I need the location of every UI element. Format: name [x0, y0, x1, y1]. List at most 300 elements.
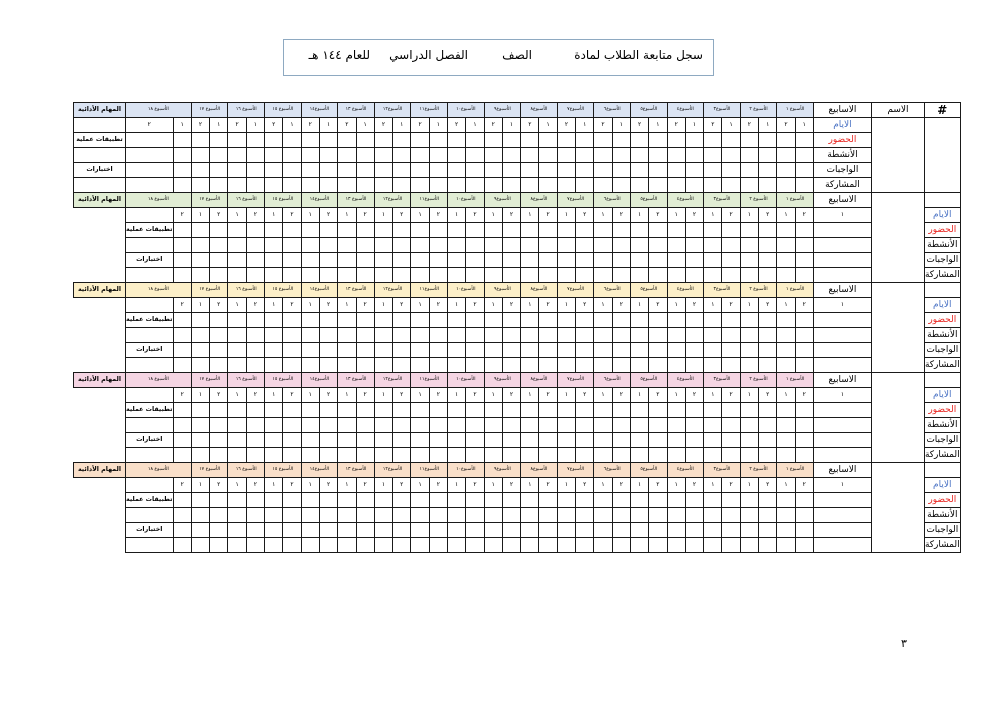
- mark-cell[interactable]: [557, 403, 575, 418]
- mark-cell[interactable]: [521, 178, 539, 193]
- mark-cell[interactable]: [393, 418, 411, 433]
- mark-cell[interactable]: [228, 358, 246, 373]
- mark-cell[interactable]: [210, 328, 228, 343]
- mark-cell[interactable]: [649, 148, 667, 163]
- mark-cell[interactable]: [813, 508, 871, 523]
- mark-cell[interactable]: [740, 493, 758, 508]
- mark-cell[interactable]: [210, 403, 228, 418]
- mark-cell[interactable]: [210, 418, 228, 433]
- mark-cell[interactable]: [448, 178, 466, 193]
- extra-cell[interactable]: [126, 238, 174, 253]
- mark-cell[interactable]: [704, 343, 722, 358]
- mark-cell[interactable]: [594, 223, 612, 238]
- mark-cell[interactable]: [612, 178, 630, 193]
- mark-cell[interactable]: [356, 523, 374, 538]
- mark-cell[interactable]: [777, 133, 795, 148]
- mark-cell[interactable]: [338, 418, 356, 433]
- mark-cell[interactable]: [795, 343, 813, 358]
- mark-cell[interactable]: [283, 418, 301, 433]
- mark-cell[interactable]: [740, 538, 758, 553]
- mark-cell[interactable]: [448, 508, 466, 523]
- mark-cell[interactable]: [813, 328, 871, 343]
- mark-cell[interactable]: [191, 178, 209, 193]
- mark-cell[interactable]: [557, 223, 575, 238]
- mark-cell[interactable]: [759, 358, 777, 373]
- mark-cell[interactable]: [722, 223, 740, 238]
- mark-cell[interactable]: [246, 148, 264, 163]
- mark-cell[interactable]: [246, 253, 264, 268]
- mark-cell[interactable]: [429, 133, 447, 148]
- mark-cell[interactable]: [777, 523, 795, 538]
- mark-cell[interactable]: [411, 328, 429, 343]
- mark-cell[interactable]: [576, 178, 594, 193]
- mark-cell[interactable]: [173, 523, 191, 538]
- mark-cell[interactable]: [777, 223, 795, 238]
- mark-cell[interactable]: [265, 343, 283, 358]
- mark-cell[interactable]: [429, 403, 447, 418]
- mark-cell[interactable]: [630, 343, 648, 358]
- mark-cell[interactable]: [228, 148, 246, 163]
- mark-cell[interactable]: [685, 448, 703, 463]
- mark-cell[interactable]: [759, 163, 777, 178]
- mark-cell[interactable]: [301, 343, 319, 358]
- mark-cell[interactable]: [594, 418, 612, 433]
- mark-cell[interactable]: [356, 253, 374, 268]
- mark-cell[interactable]: [704, 253, 722, 268]
- mark-cell[interactable]: [319, 178, 337, 193]
- mark-cell[interactable]: [466, 493, 484, 508]
- mark-cell[interactable]: [795, 433, 813, 448]
- mark-cell[interactable]: [594, 238, 612, 253]
- mark-cell[interactable]: [539, 418, 557, 433]
- mark-cell[interactable]: [265, 493, 283, 508]
- mark-cell[interactable]: [685, 148, 703, 163]
- mark-cell[interactable]: [777, 493, 795, 508]
- mark-cell[interactable]: [722, 253, 740, 268]
- mark-cell[interactable]: [502, 538, 520, 553]
- mark-cell[interactable]: [191, 148, 209, 163]
- mark-cell[interactable]: [338, 328, 356, 343]
- mark-cell[interactable]: [576, 343, 594, 358]
- mark-cell[interactable]: [301, 538, 319, 553]
- mark-cell[interactable]: [301, 358, 319, 373]
- student-name-cell[interactable]: [871, 118, 924, 193]
- mark-cell[interactable]: [759, 133, 777, 148]
- mark-cell[interactable]: [722, 328, 740, 343]
- mark-cell[interactable]: [246, 163, 264, 178]
- mark-cell[interactable]: [594, 448, 612, 463]
- mark-cell[interactable]: [557, 133, 575, 148]
- mark-cell[interactable]: [667, 163, 685, 178]
- mark-cell[interactable]: [210, 148, 228, 163]
- mark-cell[interactable]: [521, 238, 539, 253]
- mark-cell[interactable]: [393, 358, 411, 373]
- extra-cell[interactable]: [126, 298, 174, 313]
- mark-cell[interactable]: [484, 538, 502, 553]
- mark-cell[interactable]: [228, 538, 246, 553]
- mark-cell[interactable]: [649, 223, 667, 238]
- mark-cell[interactable]: [228, 523, 246, 538]
- mark-cell[interactable]: [521, 343, 539, 358]
- mark-cell[interactable]: [283, 523, 301, 538]
- mark-cell[interactable]: [759, 433, 777, 448]
- mark-cell[interactable]: [813, 418, 871, 433]
- mark-cell[interactable]: [777, 238, 795, 253]
- mark-cell[interactable]: [649, 313, 667, 328]
- mark-cell[interactable]: [374, 493, 392, 508]
- mark-cell[interactable]: [667, 178, 685, 193]
- mark-cell[interactable]: [740, 148, 758, 163]
- mark-cell[interactable]: [210, 223, 228, 238]
- mark-cell[interactable]: [484, 358, 502, 373]
- mark-cell[interactable]: [228, 433, 246, 448]
- mark-cell[interactable]: [630, 433, 648, 448]
- mark-cell[interactable]: [502, 448, 520, 463]
- mark-cell[interactable]: [484, 238, 502, 253]
- mark-cell[interactable]: [191, 538, 209, 553]
- mark-cell[interactable]: [319, 523, 337, 538]
- mark-cell[interactable]: [228, 313, 246, 328]
- mark-cell[interactable]: [283, 178, 301, 193]
- mark-cell[interactable]: [429, 223, 447, 238]
- mark-cell[interactable]: [649, 178, 667, 193]
- mark-cell[interactable]: [283, 268, 301, 283]
- mark-cell[interactable]: [795, 253, 813, 268]
- mark-cell[interactable]: [576, 418, 594, 433]
- mark-cell[interactable]: [374, 433, 392, 448]
- mark-cell[interactable]: [521, 493, 539, 508]
- mark-cell[interactable]: [539, 538, 557, 553]
- mark-cell[interactable]: [429, 508, 447, 523]
- mark-cell[interactable]: [704, 418, 722, 433]
- mark-cell[interactable]: [484, 433, 502, 448]
- extra-cell[interactable]: [126, 538, 174, 553]
- mark-cell[interactable]: [576, 133, 594, 148]
- mark-cell[interactable]: [356, 358, 374, 373]
- mark-cell[interactable]: [557, 163, 575, 178]
- mark-cell[interactable]: [356, 448, 374, 463]
- mark-cell[interactable]: [228, 133, 246, 148]
- mark-cell[interactable]: [795, 133, 813, 148]
- mark-cell[interactable]: [411, 133, 429, 148]
- mark-cell[interactable]: [813, 238, 871, 253]
- mark-cell[interactable]: [557, 418, 575, 433]
- mark-cell[interactable]: [356, 508, 374, 523]
- mark-cell[interactable]: [649, 418, 667, 433]
- mark-cell[interactable]: [759, 313, 777, 328]
- mark-cell[interactable]: [228, 493, 246, 508]
- mark-cell[interactable]: [704, 433, 722, 448]
- mark-cell[interactable]: [649, 163, 667, 178]
- mark-cell[interactable]: [246, 418, 264, 433]
- mark-cell[interactable]: [374, 328, 392, 343]
- mark-cell[interactable]: [521, 448, 539, 463]
- mark-cell[interactable]: [795, 178, 813, 193]
- mark-cell[interactable]: [557, 358, 575, 373]
- mark-cell[interactable]: [777, 253, 795, 268]
- mark-cell[interactable]: [612, 313, 630, 328]
- mark-cell[interactable]: [338, 523, 356, 538]
- mark-cell[interactable]: [246, 313, 264, 328]
- mark-cell[interactable]: [502, 493, 520, 508]
- mark-cell[interactable]: [612, 223, 630, 238]
- mark-cell[interactable]: [685, 238, 703, 253]
- mark-cell[interactable]: [319, 148, 337, 163]
- student-name-cell[interactable]: [871, 283, 924, 373]
- mark-cell[interactable]: [191, 238, 209, 253]
- mark-cell[interactable]: [448, 538, 466, 553]
- mark-cell[interactable]: [411, 508, 429, 523]
- mark-cell[interactable]: [356, 238, 374, 253]
- mark-cell[interactable]: [393, 178, 411, 193]
- mark-cell[interactable]: [283, 433, 301, 448]
- mark-cell[interactable]: [704, 148, 722, 163]
- mark-cell[interactable]: [210, 313, 228, 328]
- mark-cell[interactable]: [191, 418, 209, 433]
- mark-cell[interactable]: [210, 508, 228, 523]
- mark-cell[interactable]: [685, 358, 703, 373]
- mark-cell[interactable]: [539, 448, 557, 463]
- mark-cell[interactable]: [393, 223, 411, 238]
- mark-cell[interactable]: [557, 148, 575, 163]
- mark-cell[interactable]: [429, 253, 447, 268]
- mark-cell[interactable]: [630, 358, 648, 373]
- mark-cell[interactable]: [191, 433, 209, 448]
- mark-cell[interactable]: [777, 313, 795, 328]
- mark-cell[interactable]: [356, 313, 374, 328]
- mark-cell[interactable]: [173, 268, 191, 283]
- mark-cell[interactable]: [173, 253, 191, 268]
- mark-cell[interactable]: [191, 133, 209, 148]
- mark-cell[interactable]: [813, 538, 871, 553]
- mark-cell[interactable]: [338, 313, 356, 328]
- mark-cell[interactable]: [484, 163, 502, 178]
- mark-cell[interactable]: [393, 238, 411, 253]
- mark-cell[interactable]: [612, 418, 630, 433]
- mark-cell[interactable]: [374, 343, 392, 358]
- extra-cell[interactable]: [126, 208, 174, 223]
- mark-cell[interactable]: [338, 343, 356, 358]
- mark-cell[interactable]: [612, 148, 630, 163]
- mark-cell[interactable]: [557, 433, 575, 448]
- mark-cell[interactable]: [704, 508, 722, 523]
- mark-cell[interactable]: [649, 448, 667, 463]
- mark-cell[interactable]: [557, 328, 575, 343]
- mark-cell[interactable]: [265, 523, 283, 538]
- mark-cell[interactable]: [813, 268, 871, 283]
- mark-cell[interactable]: [685, 418, 703, 433]
- mark-cell[interactable]: [210, 358, 228, 373]
- mark-cell[interactable]: [630, 148, 648, 163]
- mark-cell[interactable]: [265, 508, 283, 523]
- mark-cell[interactable]: [722, 448, 740, 463]
- mark-cell[interactable]: [795, 358, 813, 373]
- mark-cell[interactable]: [667, 268, 685, 283]
- mark-cell[interactable]: [630, 238, 648, 253]
- mark-cell[interactable]: [594, 148, 612, 163]
- mark-cell[interactable]: [594, 268, 612, 283]
- mark-cell[interactable]: [594, 523, 612, 538]
- mark-cell[interactable]: [173, 238, 191, 253]
- mark-cell[interactable]: [484, 268, 502, 283]
- mark-cell[interactable]: [740, 253, 758, 268]
- mark-cell[interactable]: [319, 508, 337, 523]
- mark-cell[interactable]: [393, 538, 411, 553]
- mark-cell[interactable]: [374, 538, 392, 553]
- mark-cell[interactable]: [210, 433, 228, 448]
- mark-cell[interactable]: [630, 328, 648, 343]
- mark-cell[interactable]: [173, 538, 191, 553]
- mark-cell[interactable]: [576, 508, 594, 523]
- mark-cell[interactable]: [795, 493, 813, 508]
- mark-cell[interactable]: [411, 358, 429, 373]
- mark-cell[interactable]: [173, 508, 191, 523]
- mark-cell[interactable]: [429, 268, 447, 283]
- mark-cell[interactable]: [191, 448, 209, 463]
- mark-cell[interactable]: [319, 448, 337, 463]
- mark-cell[interactable]: [429, 163, 447, 178]
- mark-cell[interactable]: [722, 493, 740, 508]
- mark-cell[interactable]: [759, 178, 777, 193]
- mark-cell[interactable]: [594, 403, 612, 418]
- mark-cell[interactable]: [393, 403, 411, 418]
- mark-cell[interactable]: [126, 133, 174, 148]
- mark-cell[interactable]: [466, 313, 484, 328]
- mark-cell[interactable]: [356, 538, 374, 553]
- mark-cell[interactable]: [265, 313, 283, 328]
- mark-cell[interactable]: [612, 493, 630, 508]
- mark-cell[interactable]: [557, 253, 575, 268]
- mark-cell[interactable]: [630, 508, 648, 523]
- mark-cell[interactable]: [228, 343, 246, 358]
- mark-cell[interactable]: [265, 418, 283, 433]
- mark-cell[interactable]: [338, 508, 356, 523]
- mark-cell[interactable]: [704, 223, 722, 238]
- mark-cell[interactable]: [777, 508, 795, 523]
- mark-cell[interactable]: [319, 313, 337, 328]
- mark-cell[interactable]: [759, 148, 777, 163]
- mark-cell[interactable]: [630, 223, 648, 238]
- mark-cell[interactable]: [448, 493, 466, 508]
- mark-cell[interactable]: [612, 358, 630, 373]
- mark-cell[interactable]: [539, 133, 557, 148]
- mark-cell[interactable]: [576, 253, 594, 268]
- mark-cell[interactable]: [374, 418, 392, 433]
- mark-cell[interactable]: [649, 358, 667, 373]
- mark-cell[interactable]: [448, 253, 466, 268]
- mark-cell[interactable]: [228, 508, 246, 523]
- mark-cell[interactable]: [740, 523, 758, 538]
- mark-cell[interactable]: [759, 253, 777, 268]
- hash-cell[interactable]: [924, 193, 960, 208]
- mark-cell[interactable]: [411, 343, 429, 358]
- mark-cell[interactable]: [448, 523, 466, 538]
- mark-cell[interactable]: [502, 403, 520, 418]
- mark-cell[interactable]: [722, 538, 740, 553]
- mark-cell[interactable]: [795, 538, 813, 553]
- mark-cell[interactable]: [356, 328, 374, 343]
- mark-cell[interactable]: [649, 253, 667, 268]
- mark-cell[interactable]: [338, 163, 356, 178]
- mark-cell[interactable]: [466, 433, 484, 448]
- mark-cell[interactable]: [393, 523, 411, 538]
- mark-cell[interactable]: [777, 178, 795, 193]
- mark-cell[interactable]: [228, 328, 246, 343]
- mark-cell[interactable]: [210, 343, 228, 358]
- mark-cell[interactable]: [502, 433, 520, 448]
- mark-cell[interactable]: [685, 223, 703, 238]
- mark-cell[interactable]: [448, 148, 466, 163]
- mark-cell[interactable]: [759, 268, 777, 283]
- mark-cell[interactable]: [319, 433, 337, 448]
- mark-cell[interactable]: [539, 358, 557, 373]
- extra-cell[interactable]: [126, 418, 174, 433]
- mark-cell[interactable]: [521, 358, 539, 373]
- mark-cell[interactable]: [667, 448, 685, 463]
- mark-cell[interactable]: [393, 433, 411, 448]
- mark-cell[interactable]: [777, 328, 795, 343]
- mark-cell[interactable]: [667, 238, 685, 253]
- mark-cell[interactable]: [265, 538, 283, 553]
- mark-cell[interactable]: [667, 493, 685, 508]
- mark-cell[interactable]: [173, 133, 191, 148]
- mark-cell[interactable]: [265, 358, 283, 373]
- mark-cell[interactable]: [576, 493, 594, 508]
- mark-cell[interactable]: [301, 253, 319, 268]
- mark-cell[interactable]: [393, 493, 411, 508]
- mark-cell[interactable]: [722, 133, 740, 148]
- mark-cell[interactable]: [594, 178, 612, 193]
- mark-cell[interactable]: [338, 448, 356, 463]
- mark-cell[interactable]: [521, 538, 539, 553]
- mark-cell[interactable]: [740, 163, 758, 178]
- mark-cell[interactable]: [722, 163, 740, 178]
- mark-cell[interactable]: [612, 508, 630, 523]
- mark-cell[interactable]: [173, 178, 191, 193]
- mark-cell[interactable]: [521, 268, 539, 283]
- mark-cell[interactable]: [539, 268, 557, 283]
- mark-cell[interactable]: [301, 448, 319, 463]
- mark-cell[interactable]: [795, 523, 813, 538]
- mark-cell[interactable]: [301, 328, 319, 343]
- mark-cell[interactable]: [740, 133, 758, 148]
- mark-cell[interactable]: [521, 223, 539, 238]
- mark-cell[interactable]: [667, 358, 685, 373]
- mark-cell[interactable]: [210, 163, 228, 178]
- mark-cell[interactable]: [576, 163, 594, 178]
- extra-cell[interactable]: [126, 478, 174, 493]
- mark-cell[interactable]: [448, 163, 466, 178]
- mark-cell[interactable]: [210, 538, 228, 553]
- mark-cell[interactable]: [356, 148, 374, 163]
- mark-cell[interactable]: [594, 133, 612, 148]
- mark-cell[interactable]: [448, 403, 466, 418]
- mark-cell[interactable]: [466, 358, 484, 373]
- hash-cell[interactable]: [924, 283, 960, 298]
- mark-cell[interactable]: [338, 238, 356, 253]
- mark-cell[interactable]: [228, 268, 246, 283]
- mark-cell[interactable]: [502, 178, 520, 193]
- extra-cell[interactable]: [126, 358, 174, 373]
- hash-cell[interactable]: [924, 373, 960, 388]
- mark-cell[interactable]: [539, 148, 557, 163]
- mark-cell[interactable]: [576, 358, 594, 373]
- mark-cell[interactable]: [191, 343, 209, 358]
- mark-cell[interactable]: [393, 148, 411, 163]
- mark-cell[interactable]: [649, 523, 667, 538]
- extra-cell[interactable]: [126, 388, 174, 403]
- mark-cell[interactable]: [612, 238, 630, 253]
